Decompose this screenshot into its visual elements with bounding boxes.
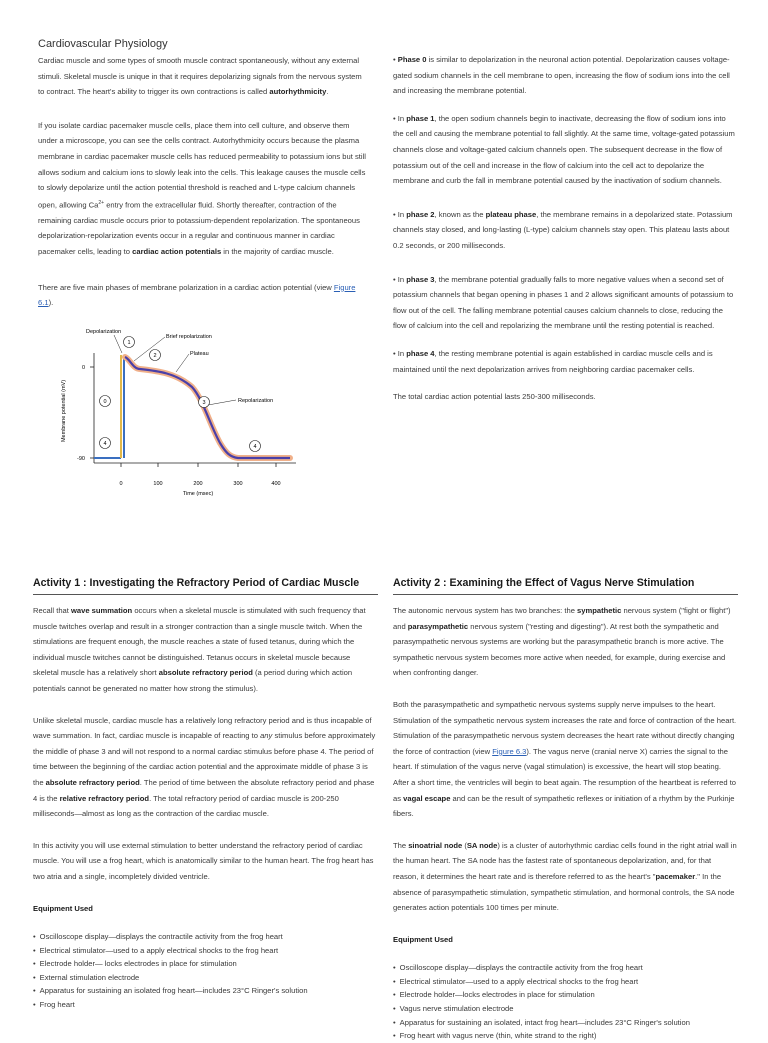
x-tick-200: 200 bbox=[193, 481, 203, 487]
list-item: • Apparatus for sustaining an isolated frog heart—includes 23°C Ringer's solution bbox=[33, 984, 378, 998]
activity-1-heading: Activity 1 : Investigating the Refractory Period of Cardiac Muscle bbox=[33, 575, 378, 595]
activity-2-paragraph-2: Both the parasympathetic and sympathetic nervous systems supply nerve impulses to the heart. Stimulation of the sympathetic nervous system increases the rate and force of contraction of the heart. Stimulation of the parasympathetic nervous system decreases the heart rate without directly changing the force of contraction (view Figure 6.3). The vagus nerve (cranial nerve X) carries the signal to the heart. If stimulation of the vagus nerve (vagal stimulation) is excessive, the heart will stop beating. After a short time, the ventricles will begin to beat again. The resumption of the heartbeat is referred to as vagal escape and can be the result of sympathetic reflexes or initiation of a rhythm by the Purkinje fibers. bbox=[393, 699, 737, 819]
term-absolute-refractory-period-2: absolute refractory period bbox=[45, 777, 140, 787]
svg-text:0: 0 bbox=[103, 399, 107, 405]
intro-text: Cardiac muscle and some types of smooth muscle contract spontaneously, without any external stimuli. Skeletal muscle is unique in that it requires depolarizing signals from the nervous system to contract. The heart's ability to trigger its own contractions is called bbox=[38, 56, 362, 97]
phase-marker-3 bbox=[199, 397, 210, 408]
list-item: • External stimulation electrode bbox=[33, 971, 378, 985]
term-pacemaker: pacemaker bbox=[655, 871, 696, 881]
term-sa-node: SA node bbox=[466, 840, 498, 850]
pacemaker-text-a: If you isolate cardiac pacemaker muscle cells, place them into cell culture, and observe them under a microscope, you can see the cells contract. Autorhythmicity occurs because the plasma membrane in cardiac pacemaker muscle cells has reduced permeability to potassium ions but still allows sodium and calcium ions to slowly leak into the cells. This leakage causes the muscle cells to slowly depolarize until the action potential threshold is reached and L-type calcium channels open, allowing Ca bbox=[38, 120, 366, 210]
list-item: • Apparatus for sustaining an isolated, intact frog heart—includes 23°C Ringer's solution bbox=[393, 1016, 738, 1030]
intro-column bbox=[38, 36, 368, 323]
list-item: • Oscilloscope display—displays the contractile activity from the frog heart bbox=[33, 930, 378, 944]
list-item: • Electrode holder— locks electrodes in place for stimulation bbox=[33, 957, 378, 971]
activity-1-column bbox=[33, 575, 378, 1012]
intro-paragraph bbox=[38, 53, 368, 100]
calcium-superscript: 2+ bbox=[98, 199, 105, 206]
activity-1-equipment-heading: Equipment Used bbox=[33, 903, 93, 913]
phase-3-item: • In phase 3, the membrane potential gradually falls to more negative values when a second set of potassium channels that began opening in phases 1 and 2 allows significant amounts of potassium to flow out of the cell. The falling membrane potential causes calcium channels to close, reducing the flow of calcium into the cell and repolarizing the membrane until the resting potential is reached. bbox=[393, 274, 734, 331]
phase-marker-0 bbox=[100, 396, 111, 407]
phases-intro-end: ). bbox=[48, 298, 54, 308]
pacemaker-paragraph bbox=[38, 118, 368, 260]
phase-0-label: Phase 0 bbox=[397, 55, 427, 64]
term-autorhythmicity: autorhythmicity bbox=[269, 87, 327, 97]
list-item: • Frog heart bbox=[33, 998, 378, 1012]
list-item: • Vagus nerve stimulation electrode bbox=[393, 1002, 738, 1016]
phases-intro-text: There are five main phases of membrane polarization in a cardiac action potential (view bbox=[38, 282, 334, 292]
term-absolute-refractory-period: absolute refractory period bbox=[158, 668, 253, 678]
svg-text:1: 1 bbox=[127, 340, 131, 346]
activity-1-paragraph-3: In this activity you will use external stimulation to better understand the refractory period of cardiac muscle. You will use a frog heart, which is anatomically similar to the human heart. The frog heart has two atria and a single, incompletely divided ventricle. bbox=[33, 840, 374, 881]
term-cardiac-action-potentials: cardiac action potentials bbox=[132, 247, 222, 257]
list-item: • Frog heart with vagus nerve (thin, white strand to the right) bbox=[393, 1029, 738, 1043]
figure-6-1-link[interactable]: Figure 6.1 bbox=[38, 282, 356, 308]
activity-2-equipment-list bbox=[393, 961, 738, 1043]
page-title: Cardiovascular Physiology bbox=[38, 38, 168, 50]
phase-4-item: • In phase 4, the resting membrane potential is again established in cardiac muscle cells and is maintained until the next depolarization arrives from neighboring cardiac pacemaker cells. bbox=[393, 348, 713, 374]
phase-1-label: phase 1 bbox=[406, 113, 435, 123]
term-sinoatrial-node: sinoatrial node bbox=[408, 840, 463, 850]
pacemaker-text-c: in the majority of cardiac muscle. bbox=[221, 247, 334, 257]
term-relative-refractory-period: relative refractory period bbox=[59, 793, 150, 803]
y-tick-minus90: -90 bbox=[77, 456, 85, 462]
phase-marker-4-right bbox=[250, 441, 261, 452]
list-item: • Electrical stimulator—used to a apply electrical shocks to the frog heart bbox=[33, 944, 378, 958]
phase-1-text: , the open sodium channels begin to inactivate, decreasing the flow of sodium ions into the cell and causing the membrane potential to fall slightly. At the same time, voltage-gated potassium channels close and voltage-gated calcium channels open. The subsequent decrease in the flow of potassium out of the cell and increase in the flow of calcium into the cell act to depolarize the membrane and curb the fall in membrane potential caused by the inactivation of sodium channels. bbox=[393, 113, 735, 186]
svg-text:4: 4 bbox=[253, 444, 257, 450]
phase-0-item: • Phase 0 is similar to depolarization in the neuronal action potential. Depolarization causes voltage-gated sodium channels in the cell membrane to open, increasing the flow of sodium ions into the cell and increasing the membrane potential. bbox=[393, 55, 730, 96]
label-depolarization: Depolarization bbox=[86, 329, 122, 335]
svg-text:4: 4 bbox=[103, 441, 107, 447]
y-axis-label: Membrane potential (mV) bbox=[61, 379, 67, 443]
total-duration-text: The total cardiac action potential lasts 250-300 milliseconds. bbox=[393, 392, 596, 402]
activity-1-paragraph-2: Unlike skeletal muscle, cardiac muscle has a relatively long refractory period and is thus incapable of wave summation. In fact, cardiac muscle is incapable of reacting to any stimulus before approximately the middle of phase 3 and will not respond to a normal cardiac stimulus before phase 4. The period of time between the beginning of the cardiac action potential and the approximate middle of phase 3 is the absolute refractory period. The period of time between the absolute refractory period and phase 4 is the relative refractory period. The total refractory period of cardiac muscle is 200-250 milliseconds—almost as long as the contraction of the cardiac muscle. bbox=[33, 715, 376, 819]
emphasis-any: any bbox=[260, 731, 273, 741]
activity-1-equipment-list bbox=[33, 930, 378, 1012]
activity-1-paragraph-1: Recall that wave summation occurs when a skeletal muscle is stimulated with such frequency that muscle twitches overlap and result in a stronger contraction than a single muscle twitch. When the stimulations are frequent enough, the muscle reaches a state of fused tetanus, during which the individual muscle twitches cannot be distinguished. Tetanus occurs in skeletal muscle because skeletal muscle has a relatively short absolute refractory period (a period during which action potentials cannot be generated no matter how strong the stimulus). bbox=[33, 606, 366, 693]
term-sympathetic: sympathetic bbox=[577, 606, 622, 615]
phases-intro-paragraph bbox=[38, 280, 368, 311]
figure-6-3-link[interactable]: Figure 6.3 bbox=[492, 746, 527, 756]
activity-2-paragraph-3: The sinoatrial node (SA node) is a cluster of autorhythmic cardiac cells found in the right atrial wall in the human heart. The SA node has the fastest rate of spontaneous depolarization, and, for that reason, it determines the heart rate and is therefore referred to as the heart's "pacemaker." In the absence of parasympathetic stimulation, sympathetic stimulation, and hormonal controls, the SA node generates action potentials 100 times per minute. bbox=[393, 840, 737, 913]
phase-2-text: , the membrane remains in a depolarized state. Potassium channels stay closed, and long-lasting (L-type) calcium channels stay open. This plateau lasts about 0.2 seconds, or 200 milliseconds. bbox=[393, 209, 733, 250]
phase-3-text: , the membrane potential gradually falls to more negative values when a second set of potassium channels that began opening in phases 1 and 2 allows significant amounts of potassium to flow out of the cell. The falling membrane potential causes calcium channels to close, reducing the flow of calcium into the cell and repolarizing the membrane until the resting potential is reached. bbox=[393, 274, 734, 331]
phase-marker-1 bbox=[124, 337, 135, 348]
svg-text:3: 3 bbox=[202, 400, 206, 406]
action-potential-halo bbox=[125, 357, 290, 458]
activity-2-heading: Activity 2 : Examining the Effect of Vagus Nerve Stimulation bbox=[393, 575, 738, 595]
pacemaker-text-b: entry from the extracellular fluid. Shortly thereafter, contraction of the remaining cardiac muscle occurs prior to potassium-dependent repolarization. The spontaneous depolarization-repolarization events occur in a regular and continuous manner in cardiac pacemaker cells, leading to bbox=[38, 200, 360, 257]
x-tick-100: 100 bbox=[153, 481, 163, 487]
action-potential-figure bbox=[58, 325, 367, 501]
x-tick-400: 400 bbox=[271, 481, 281, 487]
label-repolarization: Repolarization bbox=[238, 398, 274, 404]
activity-2-column bbox=[393, 575, 738, 1043]
phase-4-label: phase 4 bbox=[406, 348, 435, 358]
list-item: • Oscilloscope display—displays the contractile activity from the frog heart bbox=[393, 961, 738, 975]
label-brief-repolarization: Brief repolarization bbox=[166, 334, 212, 340]
plateau-phase-label: plateau phase bbox=[485, 209, 537, 219]
activity-2-paragraph-1: The autonomic nervous system has two branches: the sympathetic nervous system ("fight or flight") and parasympathetic nervous system ("resting and digesting"). At rest both the sympathetic and parasympathetic nervous systems are working but the parasympathetic branch is more active. The sympathetic nervous system becomes more active when needed, for example, during exercise and when confronting danger. bbox=[393, 606, 731, 678]
y-tick-0: 0 bbox=[81, 365, 85, 371]
phase-1-item: • In phase 1, the open sodium channels begin to inactivate, decreasing the flow of sodium ions into the cell and causing the membrane potential to fall slightly. At the same time, voltage-gated potassium channels close and voltage-gated calcium channels open. The subsequent decrease in the flow of potassium out of the cell and increase in the flow of calcium into the cell act to depolarize the membrane and curb the fall in membrane potential caused by the inactivation of sodium channels. bbox=[393, 113, 735, 186]
x-tick-0: 0 bbox=[119, 481, 123, 487]
phase-2-item: • In phase 2, known as the plateau phase, the membrane remains in a depolarized state. Potassium channels stay closed, and long-lasting (L-type) calcium channels stay open. This plateau lasts about 0.2 seconds, or 200 milliseconds. bbox=[393, 209, 733, 250]
term-vagal-escape: vagal escape bbox=[403, 793, 451, 803]
list-item: • Electrical stimulator—used to a apply electrical shocks to the frog heart bbox=[393, 975, 738, 989]
phases-column bbox=[393, 52, 738, 417]
activity-2-equipment-heading: Equipment Used bbox=[393, 934, 453, 944]
x-tick-300: 300 bbox=[233, 481, 243, 487]
term-wave-summation: wave summation bbox=[71, 606, 133, 615]
phase-2-label: phase 2 bbox=[406, 209, 435, 219]
intro-end: . bbox=[326, 87, 329, 97]
x-axis-label: Time (msec) bbox=[182, 491, 214, 497]
label-plateau: Plateau bbox=[190, 351, 209, 357]
phase-0-text: is similar to depolarization in the neuronal action potential. Depolarization causes voltage-gated sodium channels in the cell membrane to open, increasing the flow of sodium ions into the cell and increasing the membrane potential. bbox=[393, 55, 730, 96]
svg-text:2: 2 bbox=[153, 353, 157, 359]
list-item: • Electrode holder—locks electrodes in place for stimulation bbox=[393, 988, 738, 1002]
phase-marker-2 bbox=[150, 350, 161, 361]
phase-4-text: , the resting membrane potential is again established in cardiac muscle cells and is maintained until the next depolarization arrives from neighboring cardiac pacemaker cells. bbox=[393, 348, 713, 374]
term-parasympathetic: parasympathetic bbox=[407, 621, 469, 631]
phase-marker-4-left bbox=[100, 438, 111, 449]
phase-3-label: phase 3 bbox=[406, 274, 435, 284]
